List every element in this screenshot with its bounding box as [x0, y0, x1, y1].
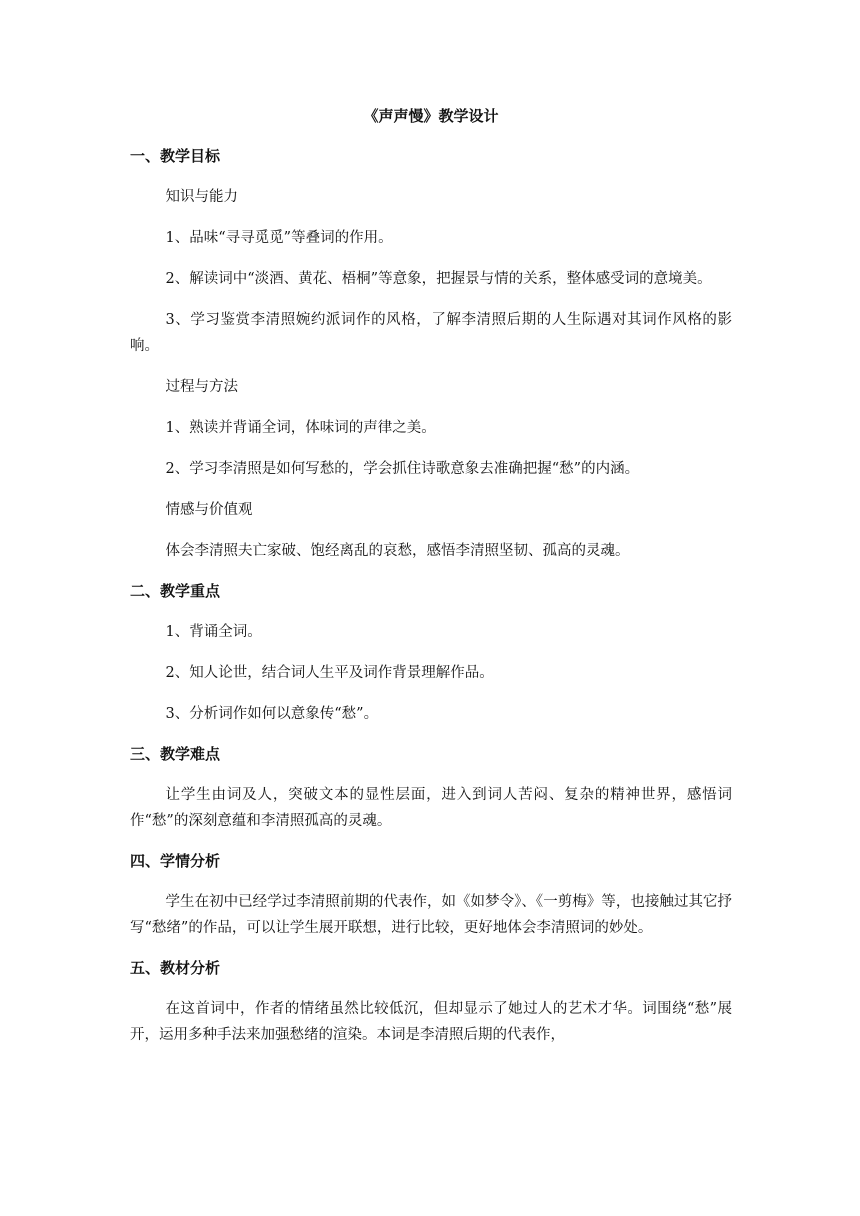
paragraph: 3、学习鉴赏李清照婉约派词作的风格，了解李清照后期的人生际遇对其词作风格的影响。: [130, 312, 732, 354]
section-heading-key-points: 二、教学重点: [130, 582, 221, 600]
paragraph: 体会李清照夫亡家破、饱经离乱的哀愁，感悟李清照坚韧、孤高的灵魂。: [165, 543, 630, 559]
section-heading-material-analysis: 五、教材分析: [130, 959, 221, 977]
paragraph: 1、熟读并背诵全词，体味词的声律之美。: [165, 420, 436, 436]
paragraph: 学生在初中已经学过李清照前期的代表作，如《如梦令》、《一剪梅》等，也接触过其它抒写“愁绪”的作品，可以让学生展开联想，进行比较，更好地体会李清照词的妙处。: [130, 894, 732, 936]
paragraph: 3、分析词作如何以意象传“愁”。: [165, 706, 379, 722]
section-heading-difficulties: 三、教学难点: [130, 745, 221, 763]
paragraph: 1、背诵全词。: [165, 624, 262, 640]
paragraph: 2、学习李清照是如何写愁的，学会抓住诗歌意象去准确把握“愁”的内涵。: [165, 461, 640, 477]
paragraph: 2、知人论世，结合词人生平及词作背景理解作品。: [165, 665, 494, 681]
paragraph: 情感与价值观: [165, 502, 253, 518]
paragraph: 在这首词中，作者的情绪虽然比较低沉，但却显示了她过人的艺术才华。词围绕“愁”展开，运用多种手法来加强愁绪的渲染。本词是李清照后期的代表作，: [130, 1001, 732, 1043]
paragraph: 知识与能力: [165, 189, 239, 205]
paragraph: 让学生由词及人，突破文本的显性层面，进入到词人苦闷、复杂的精神世界，感悟词作“愁”的深刻意蕴和李清照孤高的灵魂。: [130, 787, 732, 829]
document-title: 《声声慢》教学设计: [363, 107, 499, 125]
paragraph: 1、品味“寻寻觅觅”等叠词的作用。: [165, 230, 393, 246]
section-heading-objectives: 一、教学目标: [130, 147, 221, 165]
paragraph: 2、解读词中“淡酒、黄花、梧桐”等意象，把握景与情的关系，整体感受词的意境美。: [165, 271, 712, 287]
paragraph: 过程与方法: [165, 379, 239, 395]
document-body: [130, 104, 732, 1063]
section-heading-student-analysis: 四、学情分析: [130, 852, 221, 870]
